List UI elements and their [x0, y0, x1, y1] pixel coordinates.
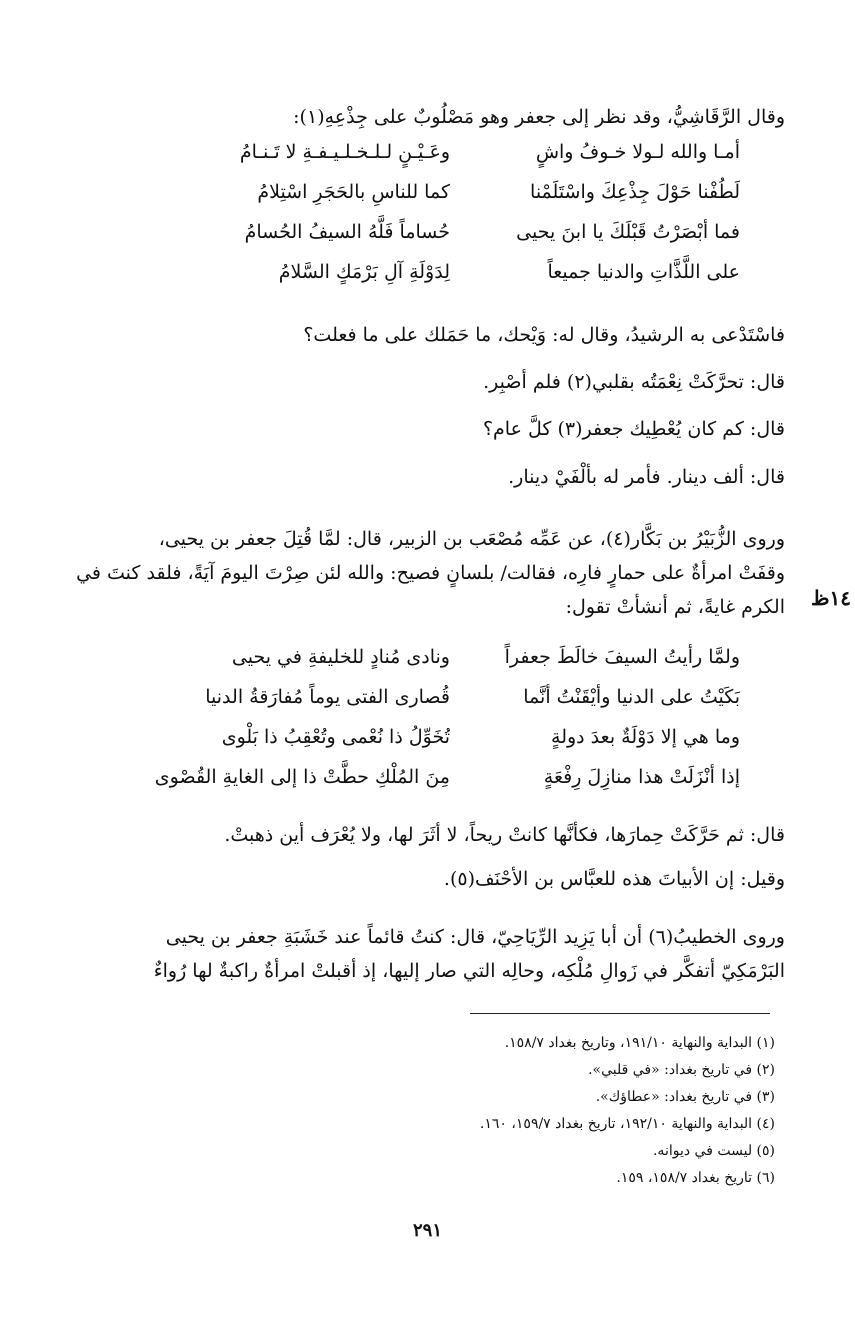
- footnote: (٦) تاريخ بغداد ١٥٨/٧، ١٥٩.: [616, 1170, 775, 1186]
- verse-line: [150, 757, 740, 797]
- verse-second-hemistich: تُخَوِّلُ ذا نُعْمى وتُعْقِبُ ذا بَلْوى: [221, 726, 450, 748]
- manuscript-folio-marker: ١٤ظ: [811, 586, 851, 610]
- verse-first-hemistich: بَكَيْتُ على الدنيا وأيْقَنْتُ أنَّما: [523, 686, 740, 708]
- verse-first-hemistich: إذا أنْزَلَتْ هذا منازِلَ رِفْعَةٍ: [543, 766, 740, 788]
- footnotes: [215, 1030, 775, 1192]
- verse-first-hemistich: على اللَّذَّاتِ والدنيا جميعاً: [547, 261, 740, 283]
- narration-line: [100, 862, 785, 896]
- zubair-paragraph: [76, 522, 785, 624]
- text-line: وقال الرَّقَاشِيُّ، وقد نظر إلى جعفر وهو مَصْلُوبٌ على جِذْعِهِ(١):: [293, 106, 785, 128]
- verse-second-hemistich: حُساماً فَلَّهُ السيفُ الحُسامُ: [244, 221, 450, 243]
- text-line: قال: تحرَّكَتْ نِعْمَتُه بقلبي(٢) فلم أصْبِر.: [483, 371, 785, 393]
- verse-second-hemistich: ونادى مُنادٍ للخليفةِ في يحيى: [231, 646, 450, 668]
- dialog-line: [100, 460, 785, 494]
- text-line: قال: كم كان يُعْطِيك جعفر(٣) كلَّ عام؟: [482, 418, 785, 440]
- verse-line: [150, 717, 740, 757]
- intro-paragraph: [100, 100, 785, 134]
- text-line: وروى الزُّبَيْرُ بن بَكَّار(٤)، عن عَمِّه مُصْعَب بن الزبير، قال: لمَّا قُتِلَ جعفر بن يحيى،: [158, 528, 785, 550]
- verse-first-hemistich: فما أبْصَرْتُ قَبْلَكَ يا ابنَ يحيى: [516, 221, 740, 243]
- text-line: وقفَتْ امرأةٌ على حمارٍ فارِه، فقالت/ بلسانٍ فصيح: والله لئن صِرْتَ اليومَ آيَةً، فلقد كنتَ في: [76, 562, 785, 584]
- verse-second-hemistich: وعَـيْـنٍ لـلـخـلـيـفـةِ لا تَـنـامُ: [239, 141, 450, 163]
- verse-second-hemistich: قُصارى الفتى يوماً مُفارَقةُ الدنيا: [205, 686, 450, 708]
- narration-line: [100, 818, 785, 852]
- verse-line: [150, 637, 740, 677]
- verse-first-hemistich: وما هي إلا دَوْلَةٌ بعدَ دولةٍ: [551, 726, 740, 748]
- footnote: (٤) البداية والنهاية ١٩٢/١٠، تاريخ بغداد ١٥٩/٧، ١٦٠.: [479, 1116, 775, 1132]
- verse-first-hemistich: ولمَّا رأيتُ السيفَ خالَطَ جعفراً: [504, 646, 740, 668]
- text-line: وقيل: إن الأبياتَ هذه للعبَّاس بن الأحْنَف(٥).: [443, 868, 785, 890]
- text-line: الكرم غايةً، ثم أنشأتْ تقول:: [565, 596, 785, 618]
- verse-second-hemistich: كما للناسِ بالحَجَرِ اسْتِلامُ: [257, 181, 450, 203]
- verse-first-hemistich: لَطُفْنا حَوْلَ جِذْعِكَ واسْتَلَمْنا: [530, 181, 740, 203]
- footnote: (٢) في تاريخ بغداد: «في قلبي».: [588, 1062, 775, 1078]
- verse-line: [150, 252, 740, 292]
- verse-first-hemistich: أمـا والله لـولا خـوفُ واشٍ: [535, 141, 740, 163]
- footnote-divider: [470, 1013, 770, 1014]
- text-line: البَرْمَكِيّ أتفكَّر في زَوالِ مُلْكِه، وحالِه التي صار إليها، إذ أقبلتْ امرأةٌ راكبةٌ لها رُواءٌ: [153, 960, 785, 982]
- text-line: قال: ألف دينار. فأمر له بألْفَيْ دينار.: [508, 466, 785, 488]
- footnote: (٣) في تاريخ بغداد: «عطاؤك».: [595, 1089, 775, 1105]
- text-line: فاسْتَدْعى به الرشيدُ، وقال له: وَيْحك، ما حَمَلك على ما فعلت؟: [303, 324, 785, 346]
- dialog-line: [100, 318, 785, 352]
- verse-line: [150, 677, 740, 717]
- text-line: وروى الخطيبُ(٦) أن أبا يَزِيد الرِّيَاحِيّ، قال: كنتُ قائماً عند خَشَبَةِ جعفر بن يحيى: [165, 926, 785, 948]
- verse-second-hemistich: لِدَوْلَةِ آلِ بَرْمَكٍ السَّلامُ: [278, 261, 450, 283]
- dialog-line: [100, 412, 785, 446]
- khatib-paragraph: [100, 920, 785, 988]
- dialog-line: [100, 365, 785, 399]
- page-number: ٢٩١: [412, 1220, 442, 1241]
- verse-second-hemistich: مِنَ المُلْكِ حطَّتْ ذا إلى الغايةِ القُصْوى: [154, 766, 450, 788]
- verse-line: [150, 172, 740, 212]
- text-line: قال: ثم حَرَّكَتْ حِمارَها، فكأنَّها كانتْ ريحاً، لا أثَرَ لها، ولا يُعْرَف أين ذهبتْ.: [224, 824, 785, 846]
- verse-line: [150, 212, 740, 252]
- verse-line: [150, 132, 740, 172]
- footnote: (١) البداية والنهاية ١٩١/١٠، وتاريخ بغداد ١٥٨/٧.: [504, 1035, 775, 1051]
- footnote: (٥) ليست في ديوانه.: [652, 1143, 775, 1159]
